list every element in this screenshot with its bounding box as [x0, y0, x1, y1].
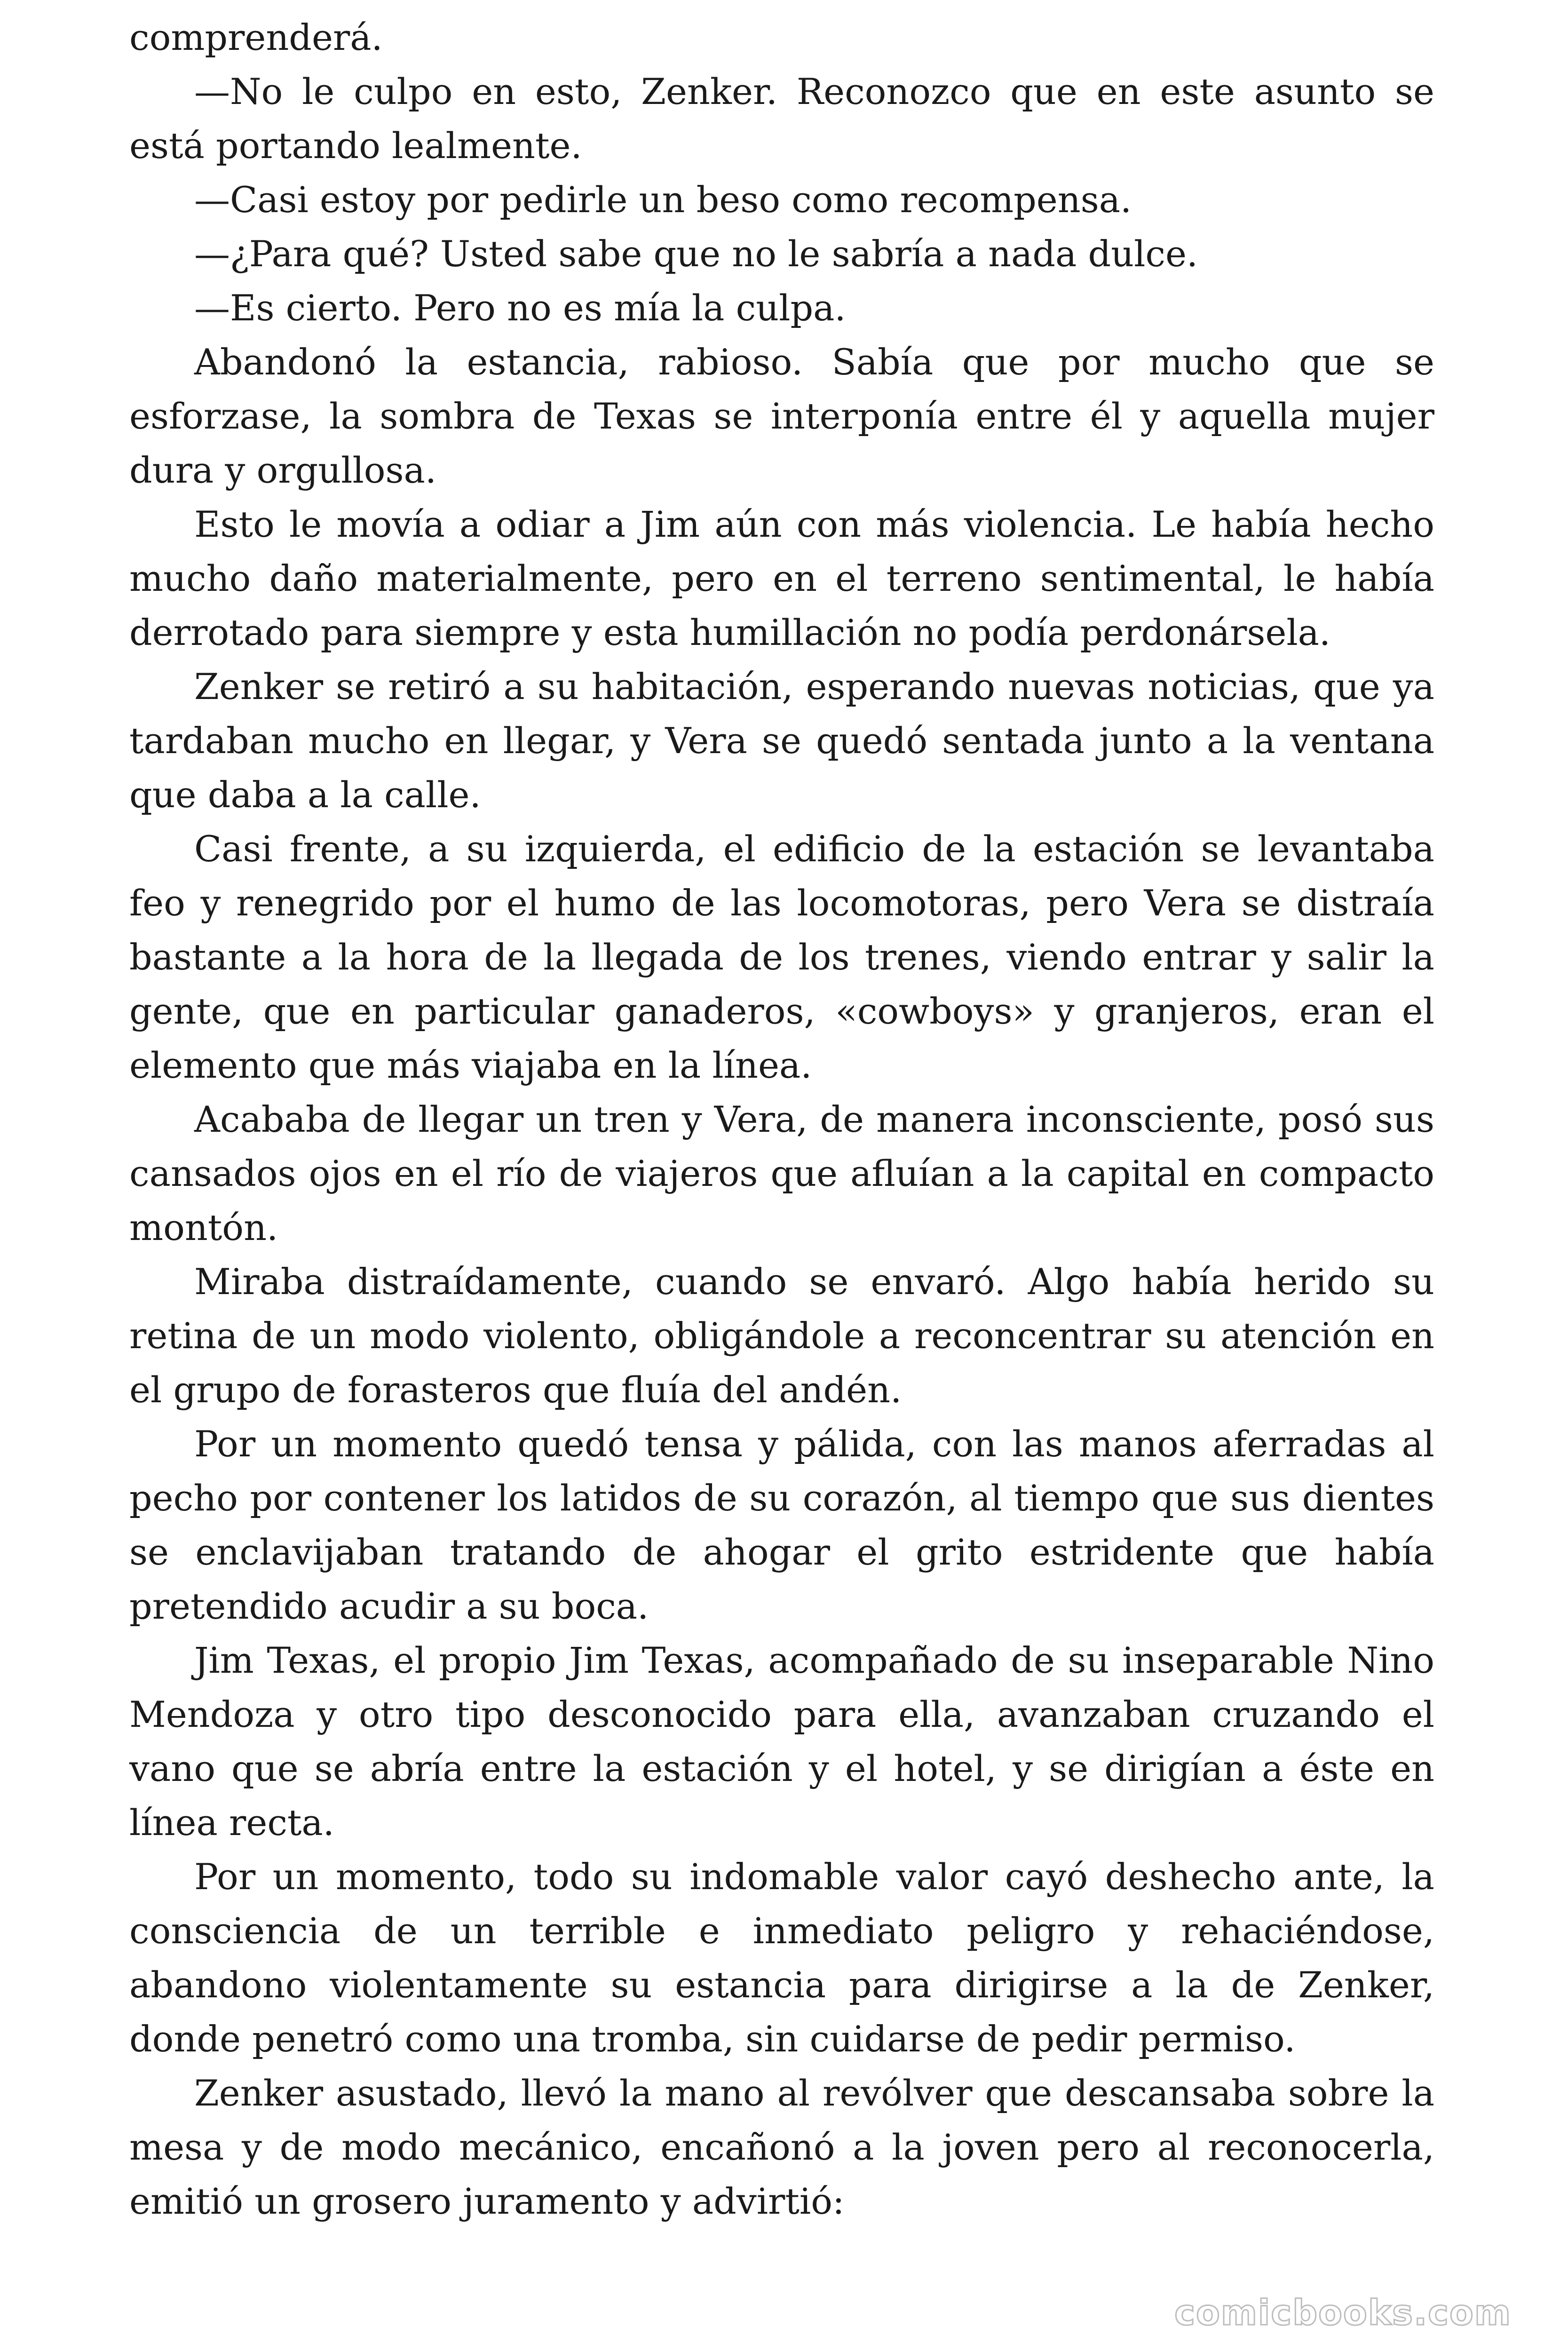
narrative-paragraph: Miraba distraídamente, cuando se envaró. Algo había herido su retina de un modo violento, obligándole a reconcentrar su atención en el grupo de forasteros que fluía del andén. [129, 1261, 1434, 1411]
dialogue-paragraph: —No le culpo en esto, Zenker. Reconozco que en este asunto se está portando lealmente. [129, 71, 1434, 167]
narrative-paragraph: Zenker se retiró a su habitación, esperando nuevas noticias, que ya tardaban mucho en llegar, y Vera se quedó sentada junto a la ventana que daba a la calle. [129, 666, 1434, 816]
narrative-paragraph: Abandonó la estancia, rabioso. Sabía que por mucho que se esforzase, la sombra de Texas se interponía entre él y aquella mujer dura y orgullosa. [129, 341, 1434, 491]
paragraph-continuation: comprenderá. [129, 16, 383, 58]
narrative-paragraph: Por un momento, todo su indomable valor cayó deshecho ante, la consciencia de un terrible e inmediato peligro y rehaciéndose, abandono violentamente su estancia para dirigirse a la de Zenker, donde penetró como una tromba, sin cuidarse de pedir permiso. [129, 1856, 1434, 2060]
narrative-paragraph: Por un momento quedó tensa y pálida, con las manos aferradas al pecho por contener los latidos de su corazón, al tiempo que sus dientes se enclavijaban tratando de ahogar el grito estridente que había pretendido acudir a su boca. [129, 1423, 1434, 1627]
narrative-paragraph: Zenker asustado, llevó la mano al revólver que descansaba sobre la mesa y de modo mecánico, encañonó a la joven pero al reconocerla, emitió un grosero juramento y advirtió: [129, 2072, 1434, 2222]
dialogue-paragraph: —¿Para qué? Usted sabe que no le sabría a nada dulce. [194, 233, 1198, 275]
narrative-paragraph: Jim Texas, el propio Jim Texas, acompañado de su inseparable Nino Mendoza y otro tipo desconocido para ella, avanzaban cruzando el vano que se abría entre la estación y el hotel, y se dirigían a éste en línea recta. [129, 1639, 1434, 1843]
narrative-paragraph: Esto le movía a odiar a Jim aún con más violencia. Le había hecho mucho daño materialmente, pero en el terreno sentimental, le había derrotado para siempre y esta humillación no podía perdonársela. [129, 503, 1434, 653]
dialogue-paragraph: —Es cierto. Pero no es mía la culpa. [194, 287, 846, 329]
body-text [129, 10, 1434, 2228]
dialogue-paragraph: —Casi estoy por pedirle un beso como recompensa. [194, 179, 1132, 221]
watermark: comicbooks.com [1174, 2293, 1512, 2333]
narrative-paragraph: Casi frente, a su izquierda, el edificio de la estación se levantaba feo y renegrido por el humo de las locomotoras, pero Vera se distraía bastante a la hora de la llegada de los trenes, viendo entrar y salir la gente, que en particular ganaderos, «cowboys» y granjeros, eran el elemento que más viajaba en la línea. [129, 828, 1434, 1086]
narrative-paragraph: Acababa de llegar un tren y Vera, de manera inconsciente, posó sus cansados ojos en el río de viajeros que afluían a la capital en compacto montón. [129, 1098, 1434, 1248]
